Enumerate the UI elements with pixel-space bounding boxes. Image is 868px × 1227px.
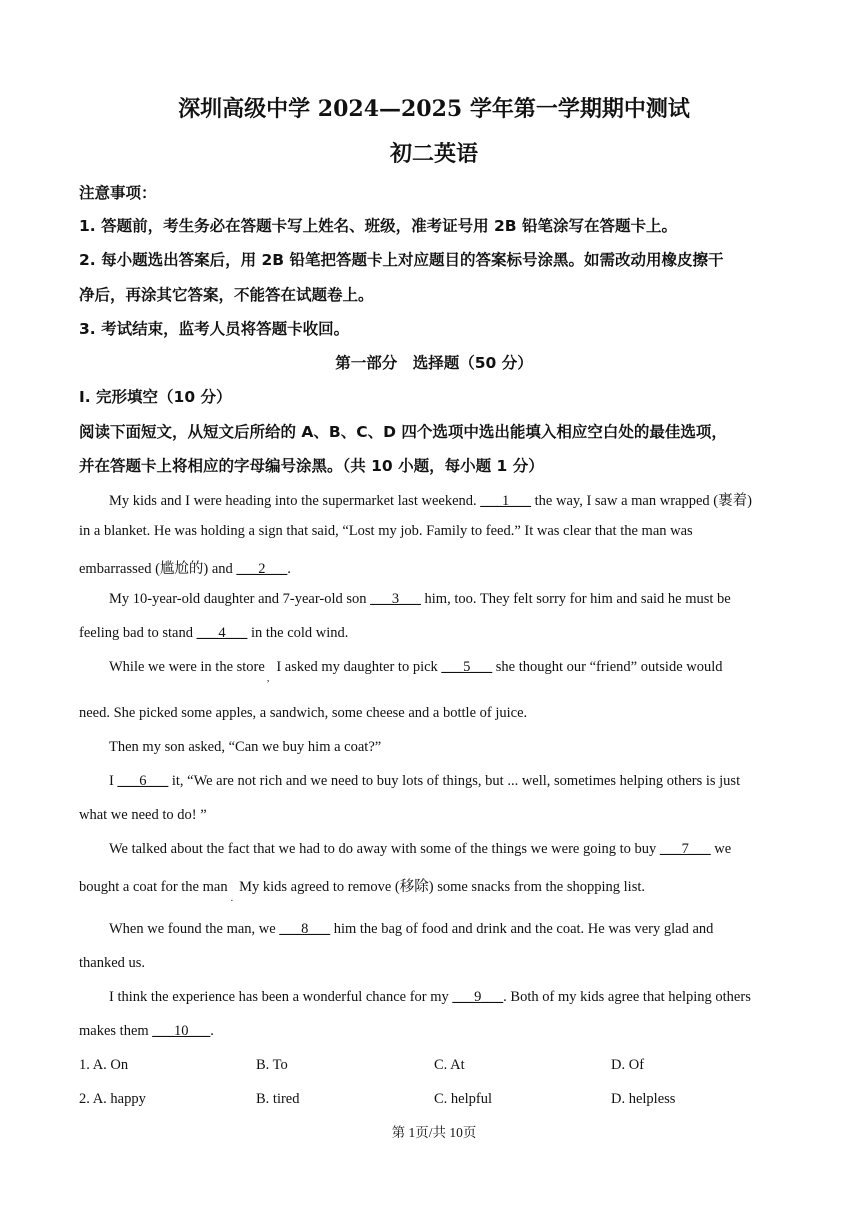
option-1-d: D. Of bbox=[611, 1057, 645, 1073]
instruction-line-2: 并在答题卡上将相应的字母编号涂黑。（共 10 小题，每小题 1 分） bbox=[79, 457, 544, 475]
passage-text: My 10-year-old daughter and 7-year-old son bbox=[109, 591, 371, 607]
option-1-b: B. To bbox=[256, 1057, 288, 1073]
passage-text: embarrassed (尴尬的) and bbox=[79, 561, 237, 577]
passage-text: While we were in the store bbox=[109, 659, 265, 675]
passage-text: My kids agreed to remove (移除) some snacks from the shopping list. bbox=[239, 879, 646, 895]
stray-dot: . bbox=[230, 893, 234, 904]
option-1-c: C. At bbox=[434, 1057, 465, 1073]
passage-text: bought a coat for the man bbox=[79, 879, 228, 895]
passage-line: Then my son asked, “Can we buy him a coat?” bbox=[109, 739, 382, 755]
notice-item-2-line-1: 2. 每小题选出答案后，用 2B 铅笔把答题卡上对应题目的答案标号涂黑。如需改动用橡皮擦干 bbox=[79, 251, 724, 269]
passage-line bbox=[109, 921, 713, 938]
notice-item-3: 3. 考试结束，监考人员将答题卡收回。 bbox=[79, 320, 350, 338]
passage-line bbox=[109, 591, 731, 608]
passage-line: need. She picked some apples, a sandwich, some cheese and a bottle of juice. bbox=[79, 705, 528, 721]
passage-line bbox=[109, 773, 740, 790]
exam-subject: 初二英语 bbox=[389, 141, 478, 167]
blank-5: ___5___ bbox=[441, 659, 493, 675]
notice-heading: 注意事项： bbox=[79, 184, 157, 202]
passage-text: I asked my daughter to pick bbox=[276, 659, 442, 675]
section-heading: I. 完形填空（10 分） bbox=[79, 388, 232, 406]
notice-item-1: 1. 答题前，考生务必在答题卡写上姓名、班级，准考证号用 2B 铅笔涂写在答题卡上。 bbox=[79, 217, 677, 235]
passage-text: I bbox=[109, 773, 118, 789]
passage-line bbox=[109, 989, 751, 1006]
passage-text: . Both of my kids agree that helping others bbox=[503, 989, 751, 1005]
passage-line: in a blanket. He was holding a sign that said, “Lost my job. Family to feed.” It was clear that the man was bbox=[79, 523, 693, 539]
option-1-a: 1. A. On bbox=[79, 1057, 129, 1073]
blank-8: ___8___ bbox=[279, 921, 331, 937]
passage-text: We talked about the fact that we had to do away with some of the things we were going to buy bbox=[109, 841, 660, 857]
option-2-a: 2. A. happy bbox=[79, 1091, 146, 1107]
passage-text: it, “We are not rich and we need to buy lots of things, but ... well, sometimes helping others is just bbox=[168, 773, 741, 789]
passage-text: . bbox=[287, 561, 291, 577]
blank-6: ___6___ bbox=[117, 773, 169, 789]
passage-text: she thought our “friend” outside would bbox=[492, 659, 723, 675]
passage-text: I think the experience has been a wonderful chance for my bbox=[109, 989, 453, 1005]
passage-line bbox=[79, 625, 348, 642]
stray-comma: , bbox=[266, 673, 270, 684]
passage-text: the way, I saw a man wrapped (裹着) bbox=[531, 493, 752, 509]
passage-text: When we found the man, we bbox=[109, 921, 280, 937]
blank-1: ___1___ bbox=[480, 493, 532, 509]
option-2-d: D. helpless bbox=[611, 1091, 676, 1107]
passage-text: My kids and I were heading into the supermarket last weekend. bbox=[109, 493, 481, 509]
passage-line bbox=[109, 489, 752, 510]
blank-9: ___9___ bbox=[452, 989, 504, 1005]
blank-2: ___2___ bbox=[236, 561, 288, 577]
passage-line bbox=[109, 841, 731, 858]
exam-title: 深圳高级中学 2024—2025 学年第一学期期中测试 bbox=[178, 96, 690, 122]
passage-text: him, too. They felt sorry for him and said he must be bbox=[420, 591, 731, 607]
part-heading: 第一部分 选择题（50 分） bbox=[335, 354, 533, 372]
passage-line bbox=[79, 875, 646, 904]
notice-item-2-line-2: 净后，再涂其它答案，不能答在试题卷上。 bbox=[79, 286, 374, 304]
option-2-b: B. tired bbox=[256, 1091, 300, 1107]
passage-line bbox=[79, 1023, 214, 1040]
passage-text: him the bag of food and drink and the coat. He was very glad and bbox=[330, 921, 714, 937]
passage-text: makes them bbox=[79, 1023, 153, 1039]
passage-text: feeling bad to stand bbox=[79, 625, 197, 641]
passage-text: in the cold wind. bbox=[247, 625, 349, 641]
page-number: 第 1页/共 10页 bbox=[391, 1125, 477, 1140]
blank-4: ___4___ bbox=[196, 625, 248, 641]
blank-3: ___3___ bbox=[370, 591, 421, 607]
passage-line: thanked us. bbox=[79, 955, 146, 971]
blank-10: ___10___ bbox=[152, 1023, 211, 1039]
blank-7: ___7___ bbox=[659, 841, 711, 857]
passage-text: . bbox=[210, 1023, 214, 1039]
passage-text: we bbox=[710, 841, 732, 857]
instruction-line-1: 阅读下面短文，从短文后所给的 A、B、C、D 四个选项中选出能填入相应空白处的最佳选项， bbox=[79, 423, 727, 441]
option-2-c: C. helpful bbox=[434, 1091, 492, 1107]
passage-line: what we need to do! ” bbox=[79, 807, 207, 823]
passage-line bbox=[109, 659, 723, 684]
passage-line bbox=[79, 557, 291, 578]
